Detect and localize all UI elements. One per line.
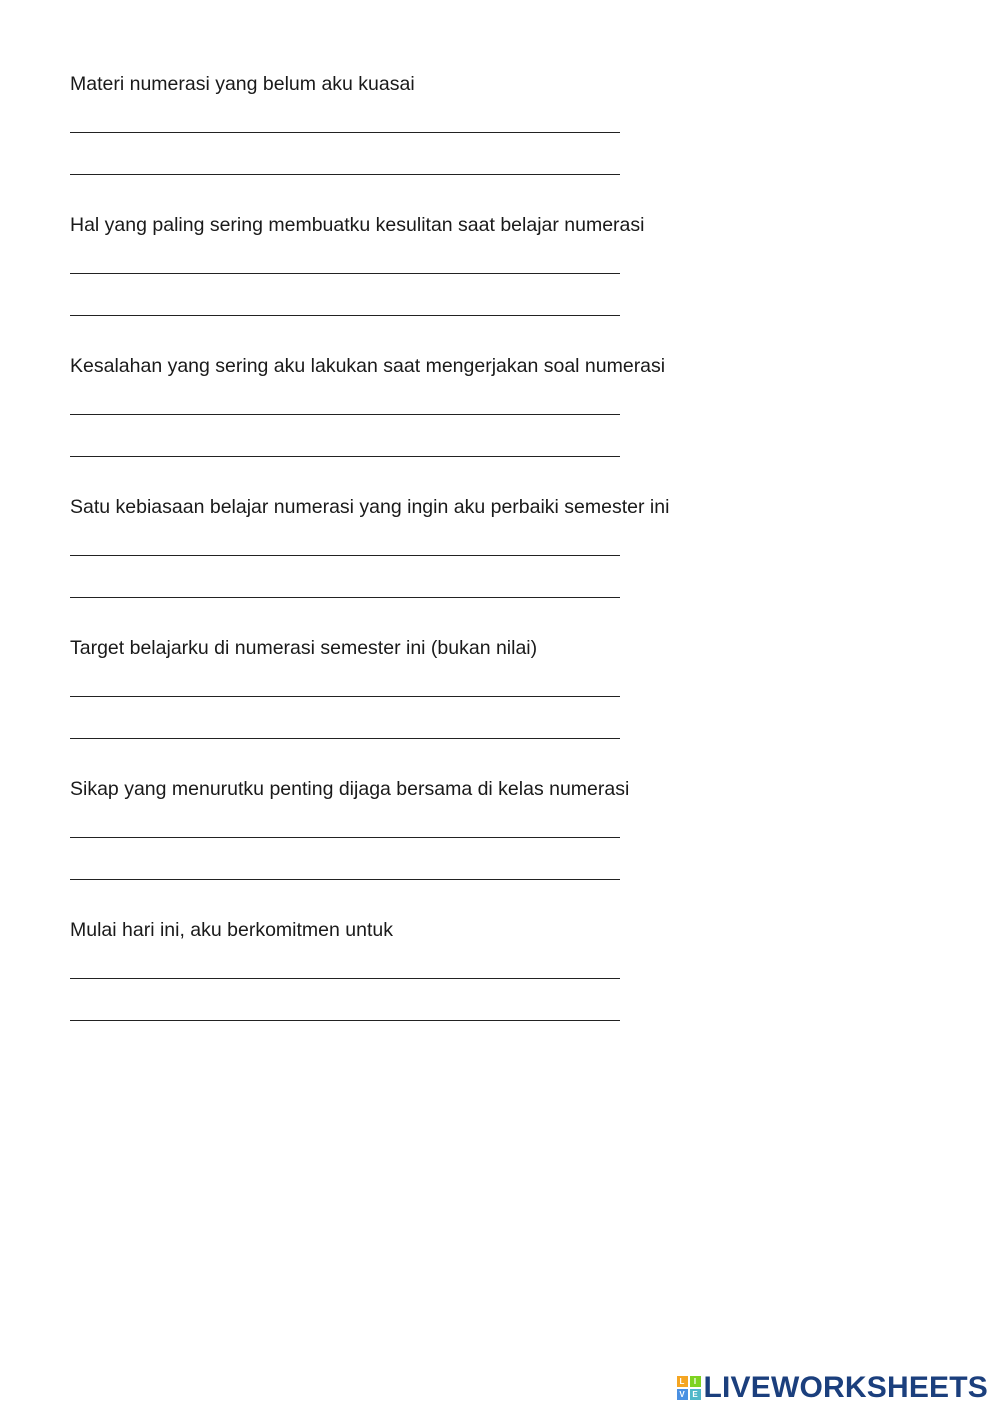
answer-line[interactable] xyxy=(70,555,620,556)
question-block xyxy=(70,777,710,918)
answer-line[interactable] xyxy=(70,879,620,880)
question-label: Satu kebiasaan belajar numerasi yang ingin aku perbaiki semester ini xyxy=(70,496,670,518)
question-label: Sikap yang menurutku penting dijaga bersama di kelas numerasi xyxy=(70,778,630,800)
question-block xyxy=(70,636,710,777)
answer-line[interactable] xyxy=(70,738,620,739)
question-label: Hal yang paling sering membuatku kesulitan saat belajar numerasi xyxy=(70,214,645,236)
question-label: Materi numerasi yang belum aku kuasai xyxy=(70,73,415,95)
answer-line[interactable] xyxy=(70,456,620,457)
answer-line[interactable] xyxy=(70,696,620,697)
liveworksheets-mark-icon xyxy=(677,1376,701,1400)
answer-line[interactable] xyxy=(70,414,620,415)
mark-tile-v: V xyxy=(677,1389,688,1400)
answer-line[interactable] xyxy=(70,315,620,316)
worksheet-questions xyxy=(70,72,710,1059)
answer-line[interactable] xyxy=(70,597,620,598)
question-block xyxy=(70,72,710,213)
liveworksheets-logo xyxy=(677,1370,989,1406)
brand-wordmark: LIVEWORKSHEETS xyxy=(703,1371,988,1404)
question-block xyxy=(70,495,710,636)
question-label: Target belajarku di numerasi semester ini (bukan nilai) xyxy=(70,637,538,659)
mark-tile-e: E xyxy=(690,1389,701,1400)
question-block xyxy=(70,354,710,495)
question-label: Mulai hari ini, aku berkomitmen untuk xyxy=(70,919,393,941)
answer-line[interactable] xyxy=(70,174,620,175)
answer-line[interactable] xyxy=(70,273,620,274)
question-block xyxy=(70,213,710,354)
mark-tile-l: L xyxy=(677,1376,688,1387)
answer-line[interactable] xyxy=(70,1020,620,1021)
question-label: Kesalahan yang sering aku lakukan saat mengerjakan soal numerasi xyxy=(70,355,666,377)
answer-line[interactable] xyxy=(70,978,620,979)
answer-line[interactable] xyxy=(70,837,620,838)
answer-line[interactable] xyxy=(70,132,620,133)
question-block xyxy=(70,918,710,1059)
mark-tile-i: I xyxy=(690,1376,701,1387)
